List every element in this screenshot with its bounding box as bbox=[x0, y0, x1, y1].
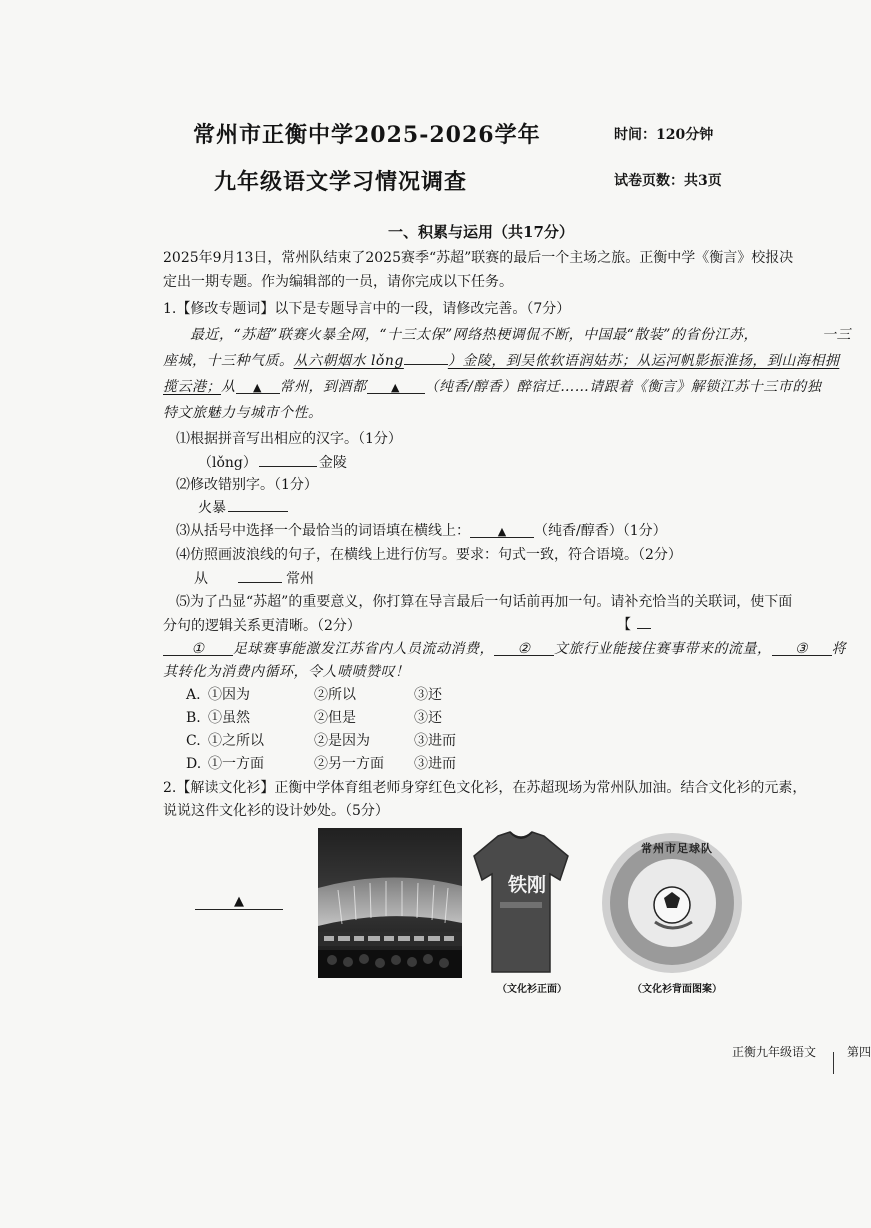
changzhou-label: 常州 bbox=[286, 571, 314, 587]
wrong-word: 火暴 bbox=[198, 500, 226, 516]
triangle-marker: ▲ bbox=[253, 381, 262, 394]
blank-sub3[interactable] bbox=[470, 523, 534, 538]
option-choice-3: ③还 bbox=[414, 687, 442, 703]
option-c[interactable] bbox=[186, 730, 456, 750]
blank-connector-3[interactable] bbox=[772, 641, 832, 656]
blank-imitate-passage[interactable] bbox=[236, 379, 280, 394]
tshirt-front-image bbox=[468, 826, 574, 976]
option-letter: B. bbox=[186, 710, 201, 726]
passage-line-1: 最近，“苏超”联赛火暴全网，“十三太保”网络热梗调侃不断，中国最“散装”的省份江苏， bbox=[190, 327, 758, 343]
option-choice-1: ①因为 bbox=[208, 687, 250, 703]
sub3-text: ⑶从括号中选择一个最恰当的词语填在横线上： bbox=[176, 523, 470, 539]
option-d[interactable] bbox=[186, 753, 456, 773]
connector-1-label: ① bbox=[191, 641, 205, 657]
badge-text: 常州市足球队 bbox=[641, 842, 713, 855]
passage-line-3-c: 常州，到酒都 bbox=[279, 379, 367, 395]
tshirt-svg bbox=[468, 826, 574, 976]
passage-wavy-sentence-a bbox=[294, 353, 840, 369]
option-letter: A. bbox=[186, 687, 201, 703]
option-a[interactable] bbox=[186, 684, 442, 704]
q1-sub1: ⑴根据拼音写出相应的汉字。（1分） bbox=[176, 431, 402, 447]
caption-back: （文化衫背面图案） bbox=[632, 984, 722, 995]
pinyin-lead: 从六朝烟水 lǒng bbox=[293, 353, 404, 369]
footer-page: 第四 bbox=[847, 1045, 871, 1059]
sentence-b: 文旅行业能接住赛事带来的流量， bbox=[554, 641, 772, 657]
passage-line-2-a: 座城，十三种气质。 bbox=[163, 353, 294, 369]
q2-heading-line-2: 说说这件文化衫的设计妙处。（5分） bbox=[163, 803, 389, 819]
q2-answer-blank[interactable] bbox=[195, 890, 283, 910]
blank-pinyin[interactable] bbox=[404, 350, 448, 365]
option-letter: D. bbox=[186, 756, 202, 772]
blank-word-choice-passage[interactable] bbox=[367, 379, 425, 394]
exam-page-count: 试卷页数：共3页 bbox=[614, 173, 722, 189]
option-choice-2: ②是因为 bbox=[314, 733, 370, 749]
blank-connector-2[interactable] bbox=[494, 641, 554, 656]
passage-line-2 bbox=[163, 350, 839, 370]
option-choice-3: ③还 bbox=[414, 710, 442, 726]
jinling-label: 金陵 bbox=[318, 455, 347, 471]
exam-subtitle: 九年级语文学习情况调查 bbox=[214, 169, 468, 195]
sentence-c: 将 bbox=[831, 641, 846, 657]
blank-sub4[interactable] bbox=[238, 568, 282, 583]
q1-sub2-answer bbox=[198, 497, 288, 517]
q1-sub5-line-2: 分句的逻辑关系更清晰。（2分） bbox=[163, 618, 361, 634]
from-label: 从 bbox=[194, 571, 208, 587]
option-letter: C. bbox=[186, 733, 201, 749]
q1-heading: 1.【修改专题词】以下是专题导言中的一段，请修改完善。（7分） bbox=[163, 301, 571, 317]
blank-sub2[interactable] bbox=[228, 497, 288, 512]
triangle-marker: ▲ bbox=[234, 894, 244, 909]
blank-bracket bbox=[637, 614, 651, 629]
sentence-a: 足球赛事能激发江苏省内人员流动消费， bbox=[233, 641, 494, 657]
connector-3-label: ③ bbox=[794, 641, 809, 657]
option-choice-3: ③进而 bbox=[414, 756, 456, 772]
option-choice-2: ②所以 bbox=[314, 687, 356, 703]
passage-line-1-end: 一三 bbox=[822, 327, 851, 343]
blank-sub1[interactable] bbox=[259, 452, 317, 467]
passage-line-3 bbox=[163, 376, 821, 396]
pinyin-label: （lǒng） bbox=[198, 455, 257, 471]
section-heading: 一、积累与运用（共17分） bbox=[388, 223, 574, 241]
option-b[interactable] bbox=[186, 707, 442, 727]
stadium-photo-svg bbox=[318, 828, 462, 978]
option-choice-2: ②另一方面 bbox=[314, 756, 384, 772]
option-choice-2: ②但是 bbox=[314, 710, 356, 726]
sub3-options: （纯香/醇香）（1分） bbox=[534, 523, 667, 539]
q2-heading: 2.【解读文化衫】正衡中学体育组老师身穿红色文化衫，在苏超现场为常州队加油。结合文化衫的元素， bbox=[163, 780, 807, 796]
footer-label: 正衡九年级语文 bbox=[732, 1045, 817, 1059]
q1-sub4-answer bbox=[194, 568, 314, 588]
footer-divider bbox=[833, 1052, 834, 1074]
stadium-photo bbox=[318, 828, 462, 978]
triangle-marker: ▲ bbox=[497, 525, 507, 538]
exam-title: 常州市正衡中学2025-2026学年 bbox=[193, 122, 541, 148]
passage-line-3-a: 揽云港； bbox=[163, 379, 221, 395]
option-choice-1: ①一方面 bbox=[208, 756, 264, 772]
sub5-sentence-line-2: 其转化为消费内循环，令人啧啧赞叹！ bbox=[163, 664, 410, 680]
connector-2-label: ② bbox=[517, 641, 531, 657]
sub5-sentence-line-1 bbox=[163, 638, 846, 658]
option-choice-1: ①之所以 bbox=[208, 733, 264, 749]
answer-bracket[interactable] bbox=[617, 614, 651, 634]
blank-connector-1[interactable] bbox=[163, 641, 233, 656]
q1-sub5-line-1: ⑸为了凸显“苏超”的重要意义，你打算在导言最后一句话前再加一句。请补充恰当的关联词，使下面 bbox=[176, 594, 793, 610]
caption-front: （文化衫正面） bbox=[497, 984, 567, 995]
option-choice-3: ③进而 bbox=[414, 733, 456, 749]
q1-sub1-answer bbox=[198, 452, 347, 472]
passage-line-3-b: 从 bbox=[221, 379, 236, 395]
passage-line-3-d: （纯香/醇香）醉宿迁……请跟着《衡言》解锁江苏十三市的独 bbox=[424, 379, 822, 395]
passage-line-4: 特文旅魅力与城市个性。 bbox=[163, 405, 323, 421]
q1-sub3 bbox=[176, 520, 667, 540]
passage-line-2-c: ）金陵，到吴侬软语润姑苏；从运河帆影振淮扬，到山海相拥 bbox=[447, 353, 840, 369]
intro-line-2: 定出一期专题。作为编辑部的一员，请你完成以下任务。 bbox=[163, 274, 513, 290]
exam-time: 时间：120分钟 bbox=[614, 127, 714, 143]
q1-sub2: ⑵修改错别字。（1分） bbox=[176, 477, 318, 493]
bracket-glyph: 【 bbox=[617, 617, 631, 633]
option-choice-1: ①虽然 bbox=[208, 710, 250, 726]
tshirt-text: 铁刚 bbox=[508, 874, 547, 896]
intro-line-1: 2025年9月13日，常州队结束了2025赛季“苏超”联赛的最后一个主场之旅。正衡中学《衡言》校报决 bbox=[163, 250, 794, 266]
triangle-marker: ▲ bbox=[391, 381, 400, 394]
q1-sub4: ⑷仿照画波浪线的句子，在横线上进行仿写。要求：句式一致，符合语境。（2分） bbox=[176, 547, 682, 563]
